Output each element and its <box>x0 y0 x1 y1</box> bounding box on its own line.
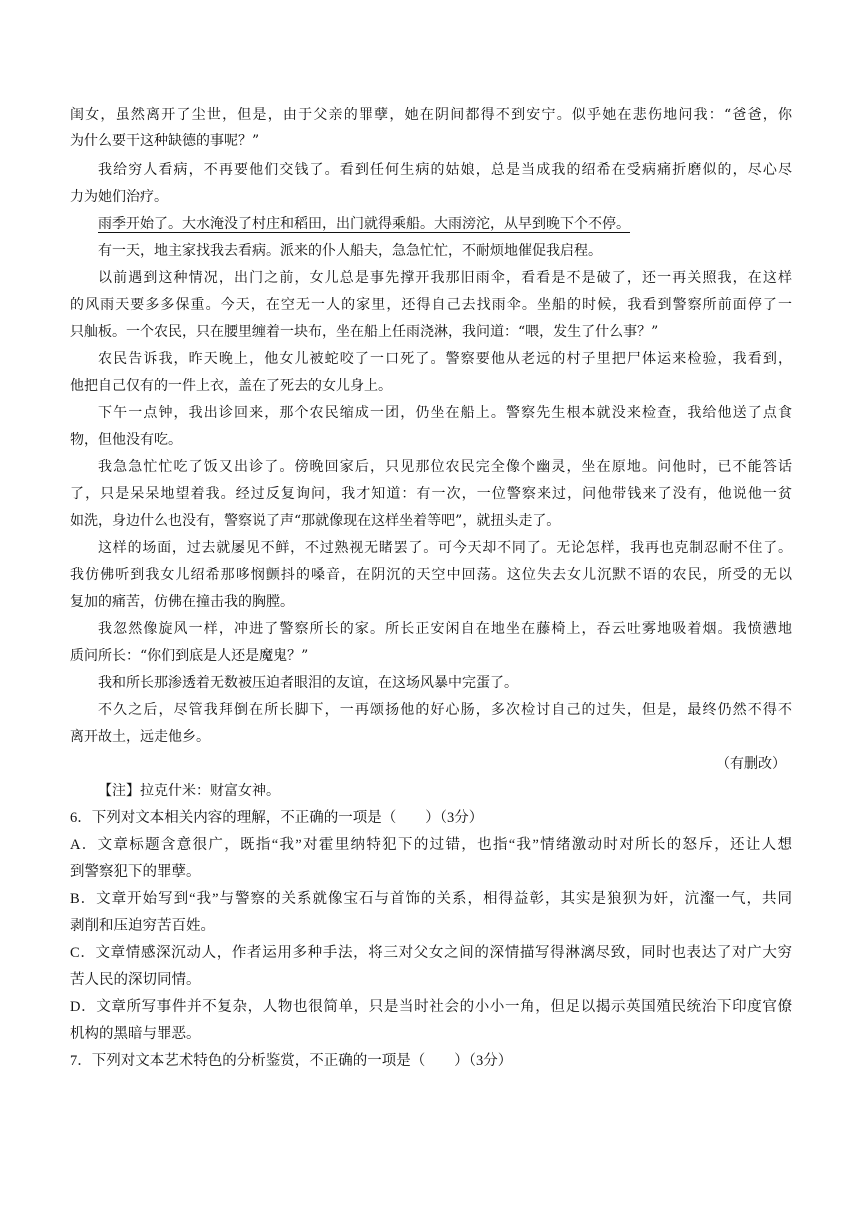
text-line: 的风雨天要多多保重。今天，在空无一人的家里，还得自己去找雨伞。坐船的时候，我看到警察所前面停了一 <box>70 297 792 313</box>
question-6-stem: 6．下列对文本相关内容的理解，不正确的一项是（ ）（3分） <box>70 810 484 826</box>
text-line: 力为她们治疗。 <box>70 189 168 205</box>
text-line: 他把自己仅有的一件上衣，盖在了死去的女儿身上。 <box>70 378 392 394</box>
question-7-stem: 7．下列对文本艺术特色的分析鉴赏，不正确的一项是（ ）（3分） <box>70 1053 513 1069</box>
text-line: 我和所长那渗透着无数被压迫者眼泪的友谊，在这场风暴中完蛋了。 <box>98 675 518 691</box>
option-d-cont: 机构的黑暗与罪恶。 <box>70 1026 201 1042</box>
text-line: 离开故土，远走他乡。 <box>70 729 210 745</box>
source-note: （有删改） <box>716 756 786 772</box>
option-d: D．文章所写事件并不复杂，人物也很简单，只是当时社会的小小一角，但足以揭示英国殖民统治下印度官僚 <box>70 999 792 1015</box>
text-line: 这样的场面，过去就屡见不鲜，不过熟视无睹罢了。可今天却不同了。无论怎样，我再也克制忍耐不住了。 <box>98 540 792 556</box>
text-line: 不久之后，尽管我拜倒在所长脚下，一再颂扬他的好心肠，多次检讨自己的过失，但是，最终仍然不得不 <box>98 702 792 718</box>
text-line: 闺女，虽然离开了尘世，但是，由于父亲的罪孽，她在阴间都得不到安宁。似乎她在悲伤地问我：“爸爸，你 <box>70 107 792 123</box>
text-line: 以前遇到这种情况，出门之前，女儿总是事先撑开我那旧雨伞，看看是不是破了，还一再关照我，在这样 <box>98 270 792 286</box>
text-line: 有一天，地主家找我去看病。派来的仆人船夫，急急忙忙，不耐烦地催促我启程。 <box>98 243 602 259</box>
text-line: 我仿佛听到我女儿绍希那哆悯颤抖的嗓音，在阴沉的天空中回荡。这位失去女儿沉默不语的农民，所受的无以 <box>70 567 792 583</box>
text-line: 质问所长：“你们到底是人还是魔鬼？” <box>70 648 309 664</box>
text-line: 我忽然像旋风一样，冲进了警察所长的家。所长正安闲自在地坐在藤椅上，吞云吐雾地吸着烟。我愤懑地 <box>98 621 792 637</box>
text-line: 下午一点钟，我出诊回来，那个农民缩成一团，仍坐在船上。警察先生根本就没来检查，我给他送了点食 <box>98 405 792 421</box>
underlined-sentence <box>98 211 792 237</box>
footnote: 【注】拉克什米：财富女神。 <box>98 783 280 799</box>
text-line: 农民告诉我，昨天晚上，他女儿被蛇咬了一口死了。警察要他从老远的村子里把尸体运来检验，我看到， <box>98 351 792 367</box>
underlined-text: 雨季开始了。大水淹没了村庄和稻田，出门就得乘船。大雨滂沱，从早到晚下个不停。 <box>98 216 630 232</box>
option-a: A．文章标题含意很广，既指“我”对霍里纳特犯下的过错，也指“我”情绪激动时对所长的怒斥，还让人想 <box>70 837 792 853</box>
option-c-cont: 苦人民的深切同情。 <box>70 972 201 988</box>
text-line: 我给穷人看病，不再要他们交钱了。看到任何生病的姑娘，总是当成我的绍希在受病痛折磨似的，尽心尽 <box>98 162 792 178</box>
text-line: 物，但他没有吃。 <box>70 432 182 448</box>
text-line: 为什么要干这种缺德的事呢？” <box>70 133 260 149</box>
text-line: 如洗，身边什么也没有，警察说了声“那就像现在这样坐着等吧”，就扭头走了。 <box>70 513 561 529</box>
option-b-cont: 剥削和压迫穷苦百姓。 <box>70 918 215 934</box>
text-line: 只舢板。一个农民，只在腰里缠着一块布，坐在船上任雨浇淋，我问道：“喂，发生了什么事？” <box>70 324 659 340</box>
text-line: 了，只是呆呆地望着我。经过反复询问，我才知道：有一次，一位警察来过，问他带钱来了没有，他说他一贫 <box>70 486 792 502</box>
text-line: 复加的痛苦，仿佛在撞击我的胸膛。 <box>70 594 294 610</box>
option-c: C．文章情感深沉动人，作者运用多种手法，将三对父女之间的深情描写得淋漓尽致，同时也表达了对广大穷 <box>70 945 792 961</box>
option-b: B．文章开始写到“我”与警察的关系就像宝石与首饰的关系，相得益彰，其实是狼狈为奸，沆瀣一气，共同 <box>70 891 792 907</box>
option-a-cont: 到警察犯下的罪孽。 <box>70 864 201 880</box>
text-line: 我急急忙忙吃了饭又出诊了。傍晚回家后，只见那位农民完全像个幽灵，坐在原地。问他时，已不能答话 <box>98 459 792 475</box>
